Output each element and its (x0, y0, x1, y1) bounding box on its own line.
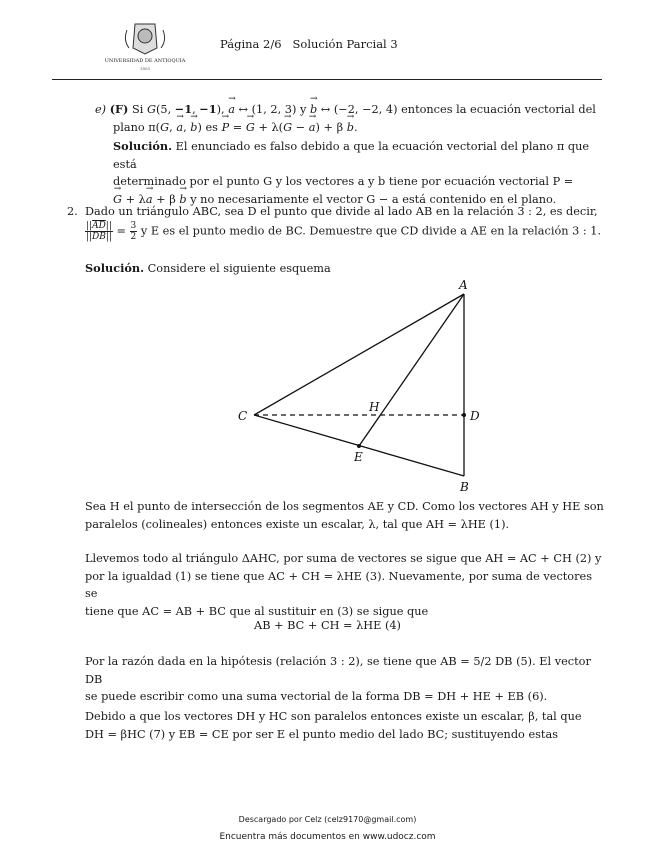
label-C: C (238, 409, 248, 423)
triangle-diagram (230, 280, 490, 495)
side-AC (254, 294, 464, 415)
label-A: A (459, 278, 468, 292)
problem-2-statement: 2. Dado un triángulo ABC, sea D el punto que divide al lado AB en la relación 3 : 2, es decir, $\frac{||\overline{AD}||}{||\overline{DB}||}$ = $\frac{3}{2}$ y E es el punto medio de BC. Demuestre que CD divide a AE en la relación 3 : 1. (67, 205, 602, 242)
footer-downloaded-by: Descargado por Celz (celz9170@gmail.com) (238, 815, 417, 824)
seal-year: 1803 (139, 66, 151, 71)
footer-more-documents-link[interactable]: Encuentra más documentos en www.udocz.com (219, 832, 436, 842)
item-e-solution: Solución. El enunciado es falso debido a que la ecuación vectorial del plano π que está determinado por el punto G y los vectores a y b tiene por ecuación vectorial P = → G + λ→ a + β → b y no necesariamente el vector G − a está contenido en el plano. (113, 138, 603, 208)
label-D: D (470, 409, 480, 423)
university-seal-logo (104, 20, 186, 72)
paragraph-4: Debido a que los vectores DH y HC son paralelos entonces existe un escalar, β, tal que DH = βHC (7) y EB = CE por ser E el punto medio del lado BC; sustituyendo estas (85, 710, 582, 741)
label-H: H (369, 400, 380, 414)
label-E: E (354, 450, 363, 464)
document-title: Solución Parcial 3 (292, 37, 398, 51)
item-e-statement: e) (F) Si G(5, −1, −1), → a ↔ (1, 2, 3) y → b ↔ (−2, −2, 4) entonces la ecuación vectorial del plano π(G, → a, → b) es → P = → G + λ(→ G − → a) + β → b. (95, 101, 605, 136)
page-number: Página 2/6 (220, 37, 282, 51)
header-divider (52, 79, 602, 80)
paragraph-3: Por la razón dada en la hipótesis (relación 3 : 2), se tiene que AB = 5/2 DB (5). El vector DB se puede escribir como una suma vectorial de la forma DB = DH + HE + EB (6). (85, 655, 591, 703)
equation-4: AB + BC + CH = λHE (4) (254, 619, 401, 632)
paragraph-1: Sea H el punto de intersección de los segmentos AE y CD. Como los vectores AH y HE son paralelos (colineales) entonces existe un escalar, λ, tal que AH = λHE (1). (85, 500, 604, 531)
point-D (462, 413, 466, 417)
page-header (220, 37, 398, 51)
paragraph-2: Llevemos todo al triángulo ΔAHC, por suma de vectores se sigue que AH = AC + CH (2) y por la igualdad (1) se tiene que AC + CH = λHE (3). Nuevamente, por suma de vectores se tiene que AC = AB + BC que al sustituir en (3) se sigue que (85, 552, 602, 618)
solution-intro: Solución. Considere el siguiente esquema (85, 261, 331, 275)
label-B: B (460, 480, 469, 494)
seal-institution: UNIVERSIDAD DE ANTIOQUIA (104, 58, 186, 64)
segment-AE (359, 294, 464, 446)
point-E (357, 444, 361, 448)
